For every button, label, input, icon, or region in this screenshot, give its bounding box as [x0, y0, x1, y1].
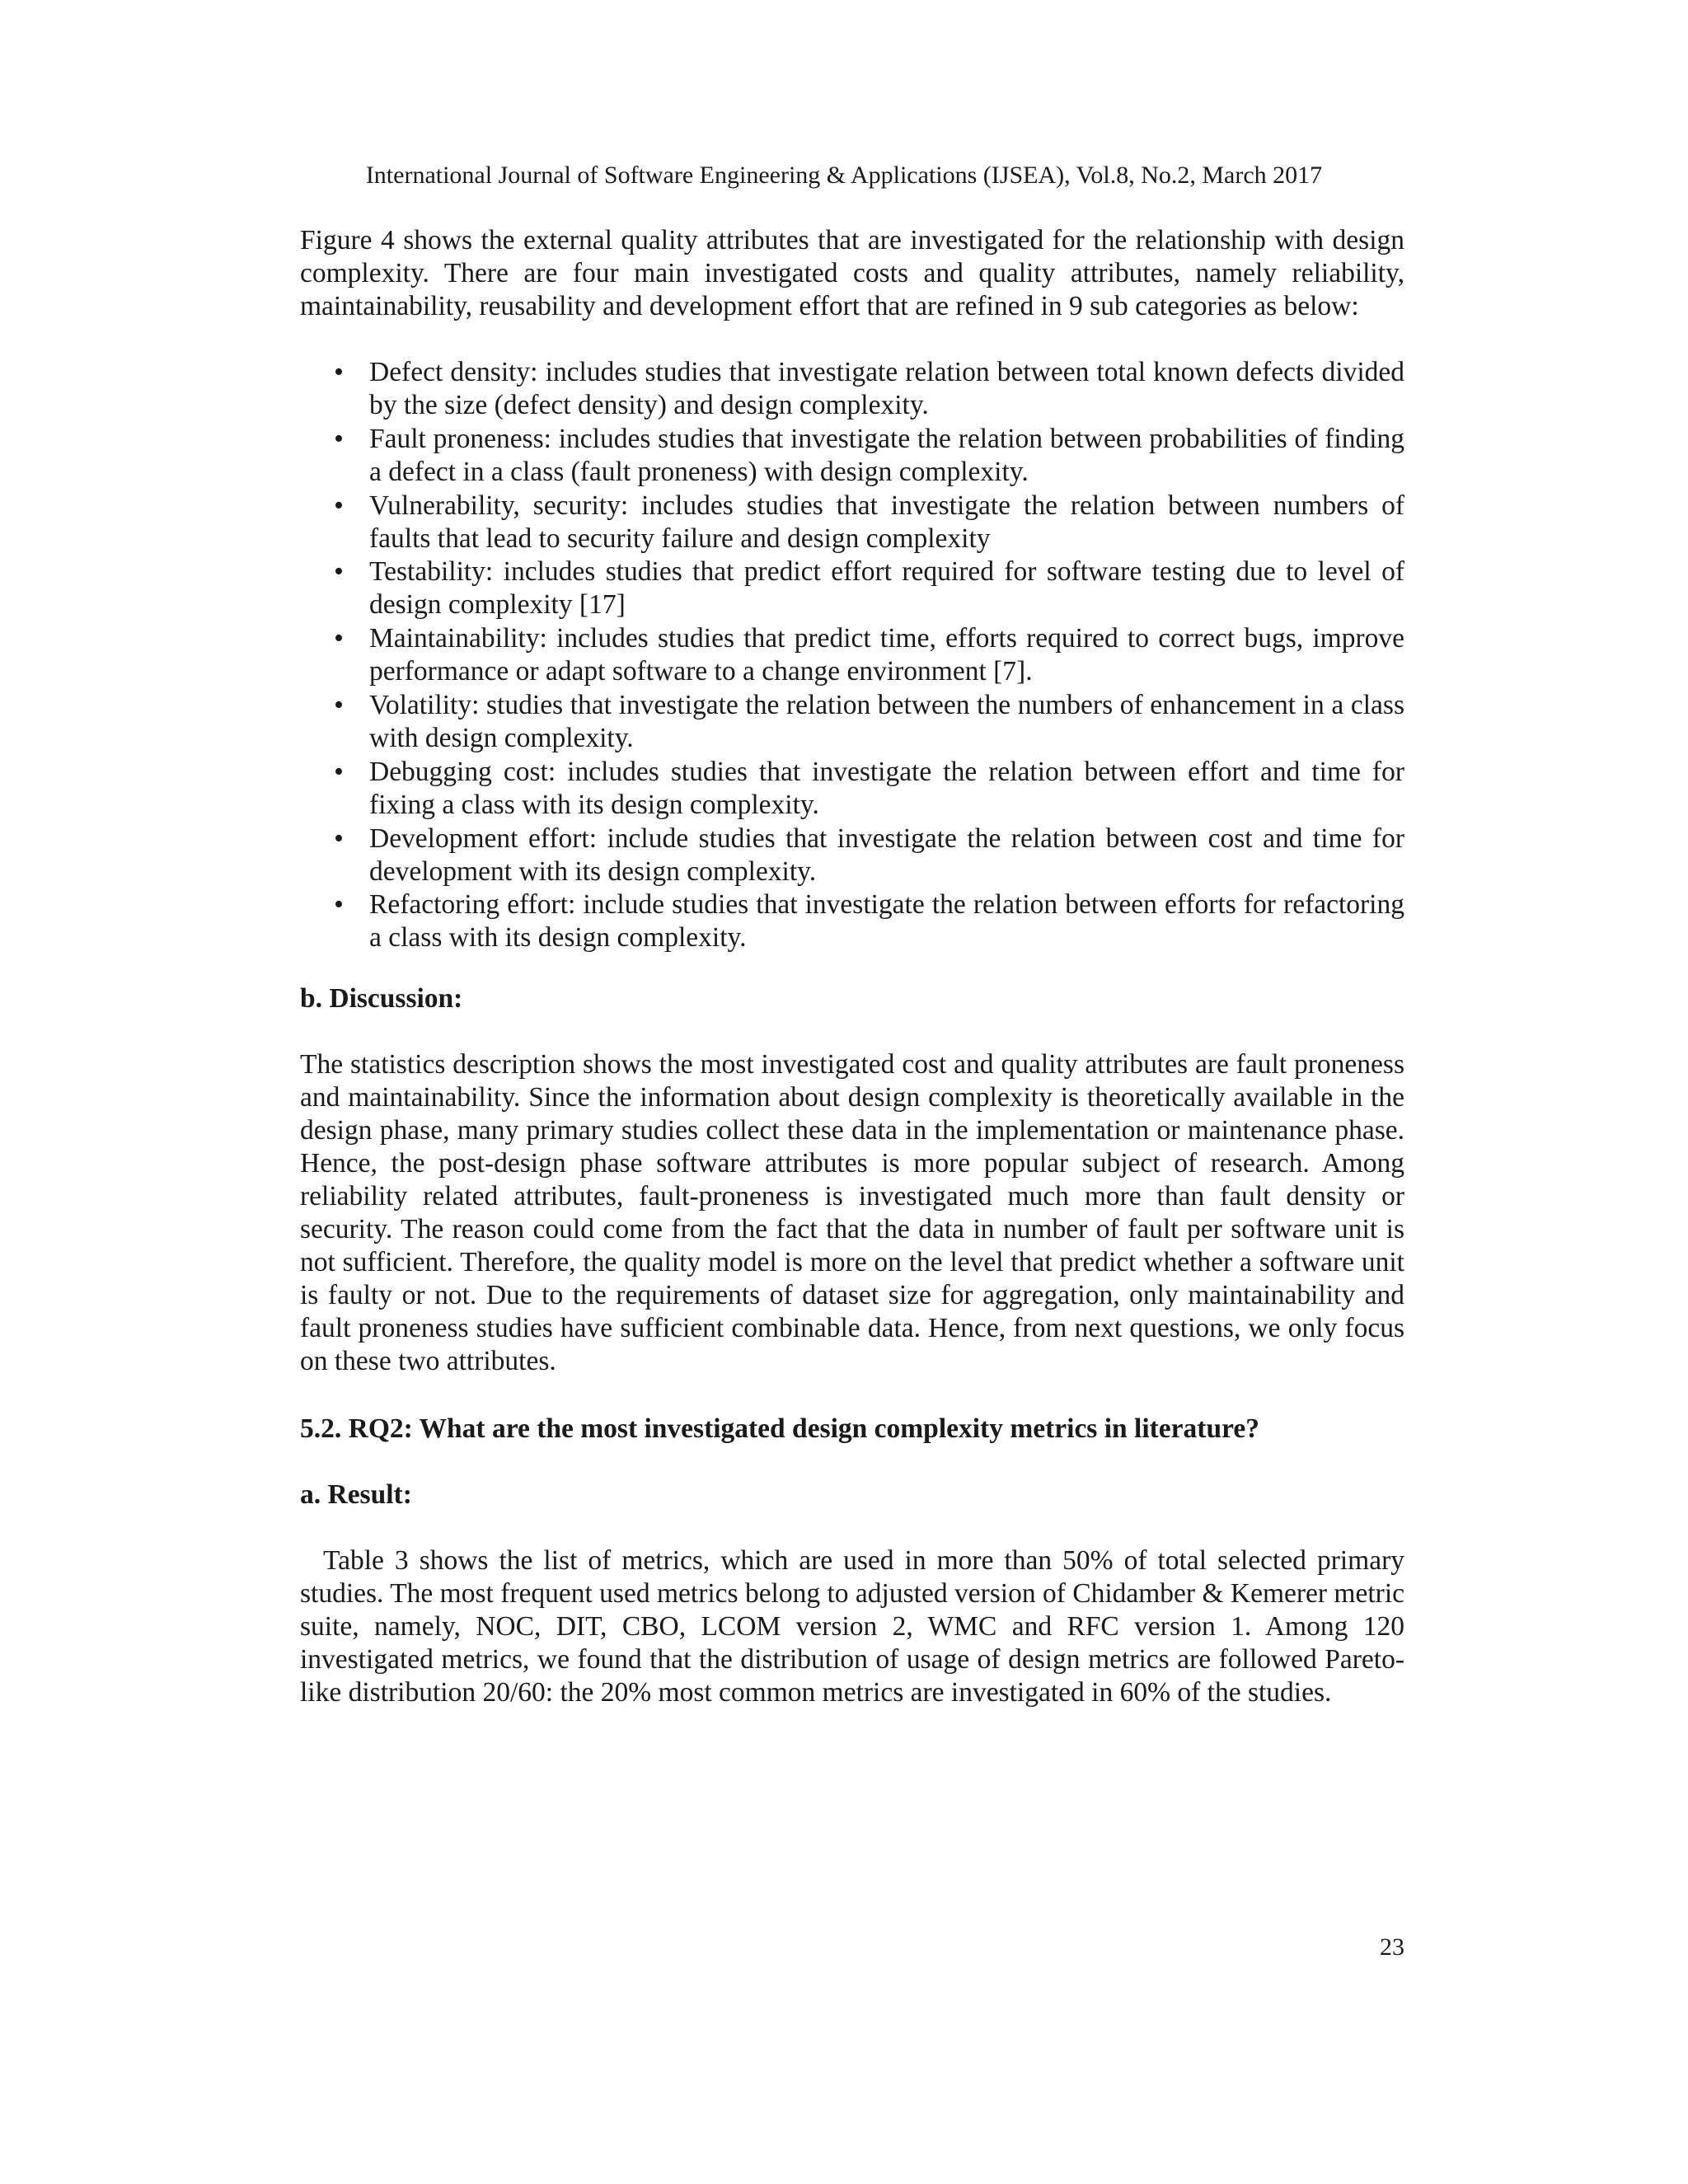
result-heading: a. Result:: [300, 1479, 412, 1510]
discussion-paragraph: The statistics description shows the most investigated cost and quality attributes are fault proneness and maintainability. Since the information about design complexity is theoretically available in the design phase, many primary studies collect these data in the implementation or maintenance phase. Hence, the post-design phase software attributes is more popular subject of research. Among reliability related attributes, fault-proneness is investigated much more than fault density or security. The reason could come from the fact that the data in number of fault per software unit is not sufficient. Therefore, the quality model is more on the level that predict whether a software unit is faulty or not. Due to the requirements of dataset size for aggregation, only maintainability and fault proneness studies have sufficient combinable data. Hence, from next questions, we only focus on these two attributes.: [300, 1049, 1404, 1376]
bullet-icon: •: [334, 756, 344, 787]
list-item-text: Vulnerability, security: includes studies that investigate the relation between numbers of faults that lead to security failure and design complexity: [369, 490, 1404, 554]
bullet-icon: •: [334, 823, 344, 854]
list-item: [300, 823, 1404, 889]
bullet-icon: •: [334, 357, 344, 387]
list-item: [300, 888, 1404, 955]
bullet-icon: •: [334, 689, 344, 720]
running-header: International Journal of Software Engineering & Applications (IJSEA), Vol.8, No.2, March 2017: [365, 162, 1323, 189]
list-item-text: Testability: includes studies that predict effort required for software testing due to level of design complexity [17]: [369, 556, 1404, 621]
list-item: [300, 356, 1404, 423]
bullet-icon: •: [334, 423, 344, 454]
intro-paragraph: Figure 4 shows the external quality attributes that are investigated for the relationship with design complexity. There are four main investigated costs and quality attributes, namely reliability, maintainability, reusability and development effort that are refined in 9 sub categories as below:: [300, 225, 1404, 321]
result-paragraph: Table 3 shows the list of metrics, which are used in more than 50% of total selected primary studies. The most frequent used metrics belong to adjusted version of Chidamber & Kemerer metric suite, namely, NOC, DIT, CBO, LCOM version 2, WMC and RFC version 1. Among 120 investigated metrics, we found that the distribution of usage of design metrics are followed Pareto-like distribution 20/60: the 20% most common metrics are investigated in 60% of the studies.: [300, 1545, 1404, 1708]
list-item: [300, 689, 1404, 756]
list-item-text: Fault proneness: includes studies that investigate the relation between probabilities of finding a defect in a class (fault proneness) with design complexity.: [369, 423, 1404, 487]
bullet-icon: •: [334, 623, 344, 654]
list-item-text: Debugging cost: includes studies that investigate the relation between effort and time for fixing a class with its design complexity.: [369, 756, 1404, 820]
list-item: [300, 555, 1404, 622]
list-item-text: Refactoring effort: include studies that investigate the relation between efforts for refactoring a class with its design complexity.: [369, 889, 1404, 954]
list-item-text: Defect density: includes studies that investigate relation between total known defects divided by the size (defect density) and design complexity.: [369, 357, 1404, 420]
rq2-heading: 5.2. RQ2: What are the most investigated design complexity metrics in literature?: [300, 1413, 1259, 1444]
page-body: [300, 224, 1404, 1708]
attribute-list: [300, 356, 1404, 955]
discussion-heading: b. Discussion:: [300, 983, 463, 1014]
list-item-text: Volatility: studies that investigate the relation between the numbers of enhancement in a class with design complexity.: [369, 689, 1404, 753]
list-item: [300, 622, 1404, 689]
bullet-icon: •: [334, 490, 344, 521]
page-number: 23: [1380, 1933, 1404, 1961]
list-item: [300, 756, 1404, 823]
list-item: [300, 490, 1404, 556]
list-item: [300, 423, 1404, 490]
bullet-icon: •: [334, 889, 344, 921]
list-item-text: Development effort: include studies that investigate the relation between cost and time for development with its design complexity.: [369, 823, 1404, 887]
bullet-icon: •: [334, 556, 344, 588]
list-item-text: Maintainability: includes studies that predict time, efforts required to correct bugs, improve performance or adapt software to a change environment [7].: [369, 623, 1404, 687]
